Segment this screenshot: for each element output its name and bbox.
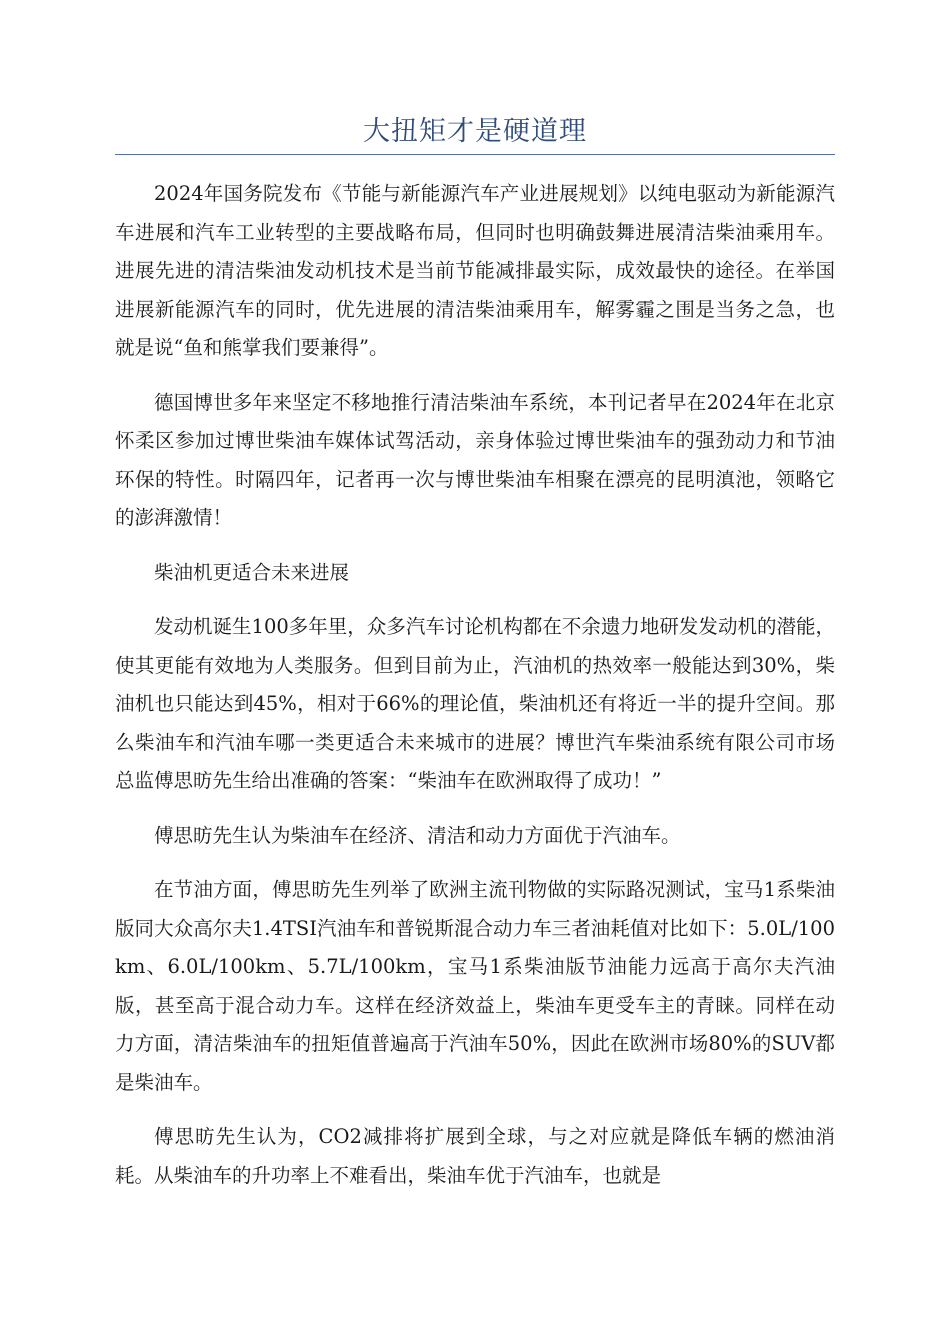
paragraph-bosch-history: 德国博世多年来坚定不移地推行清洁柴油车系统，本刊记者早在2024年在北京怀柔区参加过博世柴油车媒体试驾活动，亲身体验过博世柴油车的强劲动力和节油环保的特性。时隔四年，记者再一次与博世柴油车相聚在漂亮的昆明滇池，领略它的澎湃激情！ <box>115 390 835 529</box>
section-heading: 柴油机更适合未来进展 <box>154 560 350 584</box>
page-title: 大扭矩才是硬道理 <box>363 116 587 147</box>
article-body <box>115 175 835 1211</box>
paragraph-fuel-economy: 在节油方面，傅思昉先生列举了欧洲主流刊物做的实际路况测试，宝马1系柴油版同大众高尔夫1.4TSI汽油车和普锐斯混合动力车三者油耗值对比如下：5.0L/100km、6.0L/100km、5.7L/100km，宝马1系柴油版节油能力远高于高尔夫汽油版，甚至高于混合动力车。这样在经济效益上，柴油车更受车主的青睐。同样在动力方面，清洁柴油车的扭矩值普遍高于汽油车50%，因此在欧洲市场80%的SUV都是柴油车。 <box>115 878 835 1094</box>
paragraph-intro: 2024年国务院发布《节能与新能源汽车产业进展规划》以纯电驱动为新能源汽车进展和汽车工业转型的主要战略布局，但同时也明确鼓舞进展清洁柴油乘用车。进展先进的清洁柴油发动机技术是当前节能减排最实际，成效最快的途径。在举国进展新能源汽车的同时，优先进展的清洁柴油乘用车，解雾霾之围是当务之急，也就是说“鱼和熊掌我们要兼得”。 <box>115 182 835 359</box>
paragraph-advantages: 傅思昉先生认为柴油车在经济、清洁和动力方面优于汽油车。 <box>154 823 681 847</box>
paragraph-engine-efficiency: 发动机诞生100多年里，众多汽车讨论机构都在不余遗力地研发发动机的潜能，使其更能有效地为人类服务。但到目前为止，汽油机的热效率一般能达到30%，柴油机也只能达到45%，相对于66%的理论值，柴油机还有将近一半的提升空间。那么柴油车和汽油车哪一类更适合未来城市的进展？博世汽车柴油系统有限公司市场总监傅思昉先生给出准确的答案：“柴油车在欧洲取得了成功！” <box>115 615 835 792</box>
title-underline <box>115 154 835 155</box>
paragraph-co2: 傅思昉先生认为，CO2减排将扩展到全球，与之对应就是降低车辆的燃油消耗。从柴油车的升功率上不难看出，柴油车优于汽油车，也就是 <box>115 1125 835 1187</box>
